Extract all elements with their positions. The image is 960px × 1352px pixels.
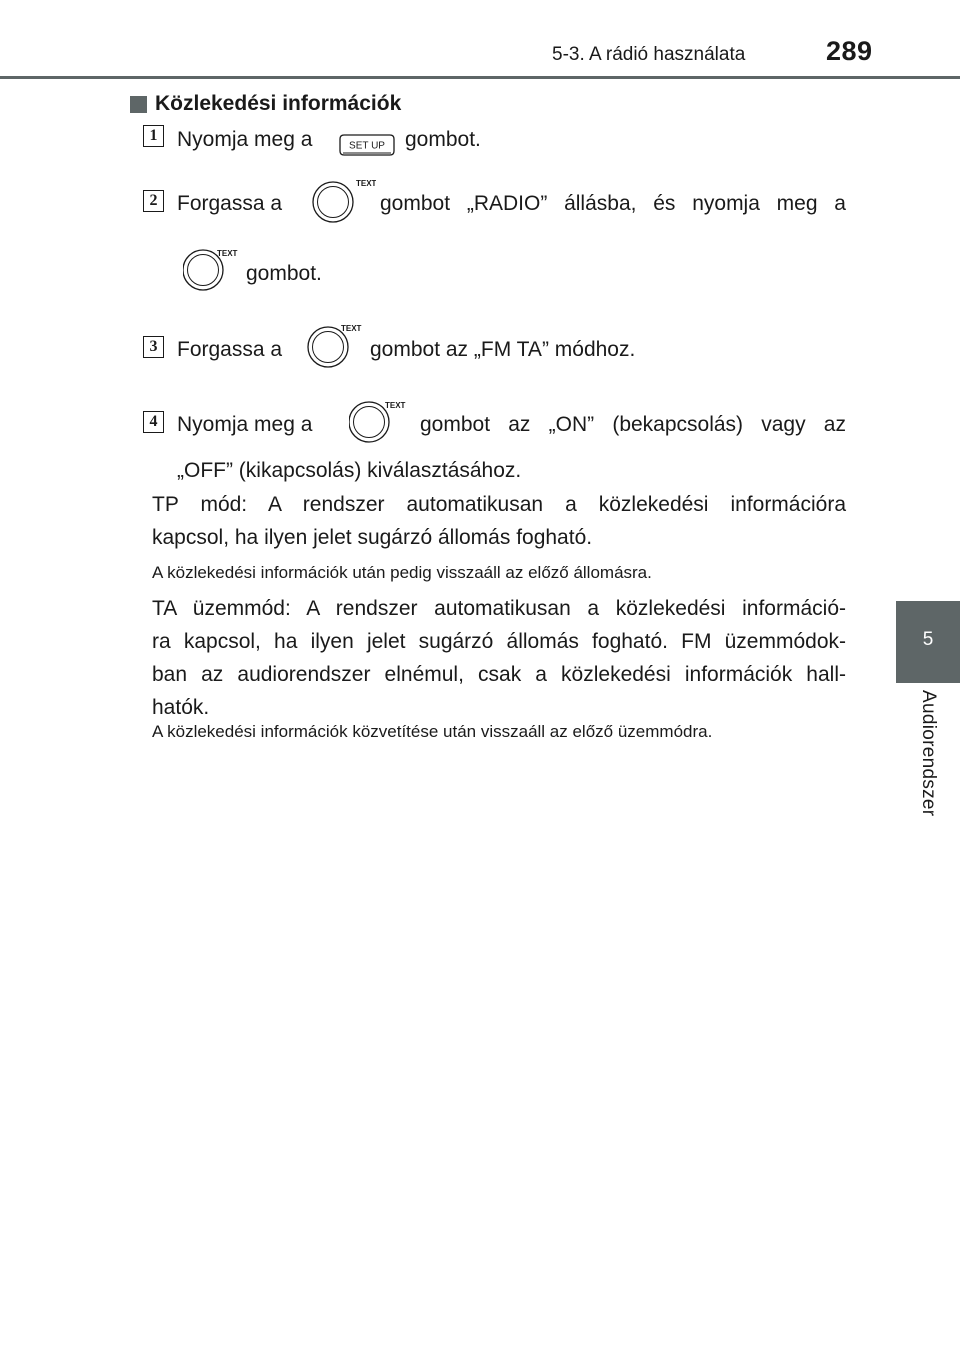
- setup-button-icon: [338, 133, 396, 157]
- text-knob-icon: [308, 177, 376, 227]
- step-2-text-a: Forgassa a: [177, 192, 283, 215]
- ta-mode-line-3: ban az audiorendszer elnémul, csak a közlekedési információk hall-: [152, 663, 846, 686]
- section-heading: [130, 92, 401, 116]
- text-knob-icon: [183, 245, 251, 295]
- step-4-text-b: [420, 413, 846, 437]
- setup-button-label: SET UP: [349, 140, 385, 152]
- knob-label: TEXT: [385, 401, 406, 410]
- chapter-tab: [896, 601, 960, 683]
- ta-mode-note: A közlekedési információk közvetítése után visszaáll az előző üzemmódra.: [152, 722, 713, 741]
- step-number-4: 4: [143, 411, 164, 433]
- step-2-text-c: gombot.: [246, 262, 322, 285]
- header-title: 5-3. A rádió használata: [552, 44, 746, 65]
- step-1-text-a: Nyomja meg a: [177, 128, 313, 151]
- step-4-text-c: „OFF” (kikapcsolás) kiválasztásához.: [177, 459, 522, 482]
- step-number-3: 3: [143, 336, 164, 358]
- square-bullet-icon: [130, 96, 147, 113]
- header-rule: [0, 76, 960, 79]
- page-number: 289: [826, 36, 873, 66]
- step-number-2: 2: [143, 190, 164, 212]
- section-heading-text: Közlekedési információk: [155, 92, 402, 115]
- knob-label: TEXT: [217, 249, 238, 258]
- step-2-text-b-inner: gombot „RADIO” állásba, és nyomja meg a: [380, 192, 846, 215]
- ta-mode-line-1: TA üzemmód: A rendszer automatikusan a közlekedési információ-: [152, 597, 846, 620]
- step-number-1: 1: [143, 125, 164, 147]
- tp-mode-paragraph: [152, 488, 846, 554]
- step-2-text-b: [380, 192, 846, 216]
- chapter-label-wrap: [896, 690, 960, 830]
- chapter-number: 5: [922, 629, 934, 650]
- step-4-text-a: Nyomja meg a: [177, 413, 313, 436]
- chapter-label: Audiorendszer: [918, 690, 939, 817]
- text-knob-icon: [349, 397, 417, 447]
- ta-mode-line-4: hatók.: [152, 696, 210, 719]
- tp-mode-line-2: kapcsol, ha ilyen jelet sugárzó állomás fogható.: [152, 526, 593, 549]
- text-knob-icon: [303, 322, 371, 372]
- step-3-text-a: Forgassa a: [177, 338, 283, 361]
- tp-mode-line-1: TP mód: A rendszer automatikusan a közlekedési információra: [152, 493, 846, 516]
- knob-label: TEXT: [356, 179, 376, 188]
- step-4-text-b-inner: gombot az „ON” (bekapcsolás) vagy az: [420, 413, 846, 436]
- step-3-text-b: gombot az „FM TA” módhoz.: [370, 338, 636, 361]
- ta-mode-paragraph: [152, 592, 846, 724]
- tp-mode-note: A közlekedési információk után pedig visszaáll az előző állomásra.: [152, 563, 652, 582]
- ta-mode-line-2: ra kapcsol, ha ilyen jelet sugárzó állomás fogható. FM üzemmódok-: [152, 630, 846, 653]
- step-1-text-b: gombot.: [405, 128, 481, 151]
- knob-label: TEXT: [341, 324, 362, 333]
